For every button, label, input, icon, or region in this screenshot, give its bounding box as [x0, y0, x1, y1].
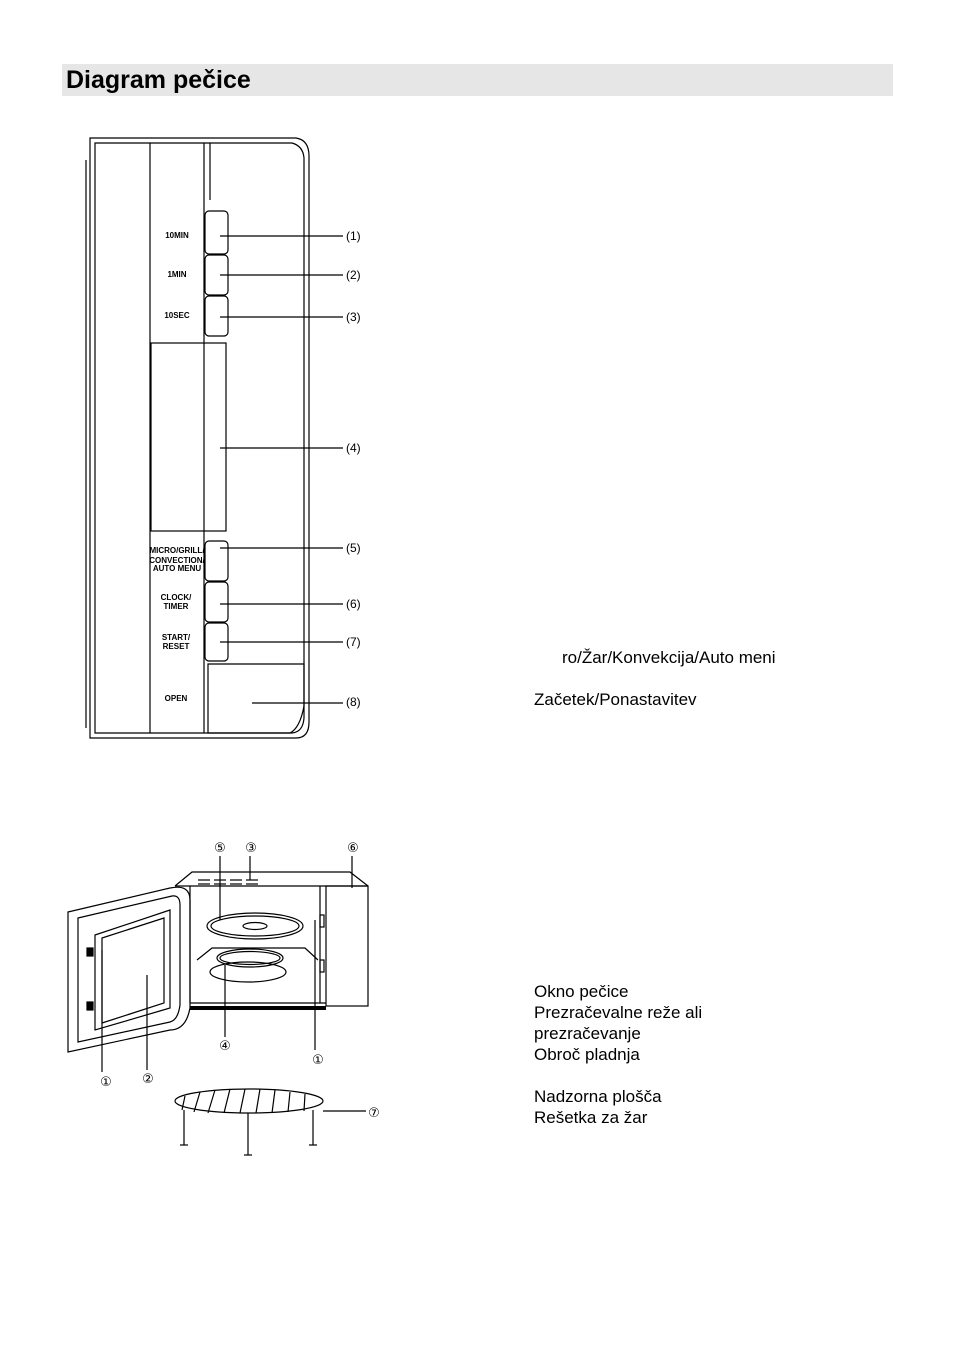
start-label-line1: START/ — [161, 633, 191, 642]
marker-4: ④ — [219, 1039, 231, 1054]
marker-2: ② — [142, 1072, 154, 1087]
clock-button-shape — [205, 582, 228, 622]
callout-1: (1) — [346, 229, 361, 243]
one-min-label: 1MIN — [167, 270, 187, 279]
callout-4: (4) — [346, 441, 361, 455]
callout-6: (6) — [346, 597, 361, 611]
marker-1-left: ① — [100, 1075, 112, 1090]
desc-part-window: Okno pečice — [534, 982, 629, 1001]
marker-5: ⑤ — [214, 841, 226, 856]
callout-3: (3) — [346, 310, 361, 324]
mode-label-line3: AUTO MENU — [152, 564, 202, 573]
marker-3: ③ — [245, 841, 257, 856]
marker-7: ⑦ — [368, 1106, 380, 1121]
desc-part-panel: Nadzorna plošča — [534, 1087, 662, 1106]
desc-part-vents-2: prezračevanje — [534, 1024, 641, 1043]
clock-label-line1: CLOCK/ — [160, 593, 192, 602]
callout-8: (8) — [346, 695, 361, 709]
mode-button-shape — [205, 541, 228, 581]
desc-part-ring: Obroč pladnja — [534, 1045, 640, 1064]
start-label-line2: RESET — [162, 642, 190, 651]
ten-sec-button-shape — [205, 296, 228, 336]
desc-panel-mode: ro/Žar/Konvekcija/Auto meni — [562, 648, 776, 667]
callout-5: (5) — [346, 541, 361, 555]
open-button-shape — [208, 664, 304, 733]
ten-sec-label: 10SEC — [164, 311, 190, 320]
page-title: Diagram pečice — [66, 66, 251, 94]
marker-6: ⑥ — [347, 841, 359, 856]
oven-illustration — [68, 856, 368, 1155]
door-frame — [68, 887, 190, 1052]
callout-7: (7) — [346, 635, 361, 649]
display-window — [151, 343, 226, 531]
callout-2: (2) — [346, 268, 361, 282]
ten-min-button-shape — [205, 211, 228, 254]
clock-label-line2: TIMER — [163, 602, 189, 611]
panel-outline — [90, 138, 309, 738]
desc-part-rack: Rešetka za žar — [534, 1108, 648, 1127]
mode-label-line2: CONVECTION/ — [149, 556, 205, 565]
desc-panel-start: Začetek/Ponastavitev — [534, 690, 697, 709]
glass-tray — [207, 913, 303, 939]
open-label: OPEN — [164, 694, 188, 703]
mode-label-line1: MICRO/GRILL/ — [149, 546, 205, 555]
ten-min-label: 10MIN — [165, 231, 189, 240]
panel-inner-outline — [95, 143, 304, 733]
marker-1-right: ① — [312, 1053, 324, 1068]
desc-part-vents-1: Prezračevalne reže ali — [534, 1003, 703, 1022]
